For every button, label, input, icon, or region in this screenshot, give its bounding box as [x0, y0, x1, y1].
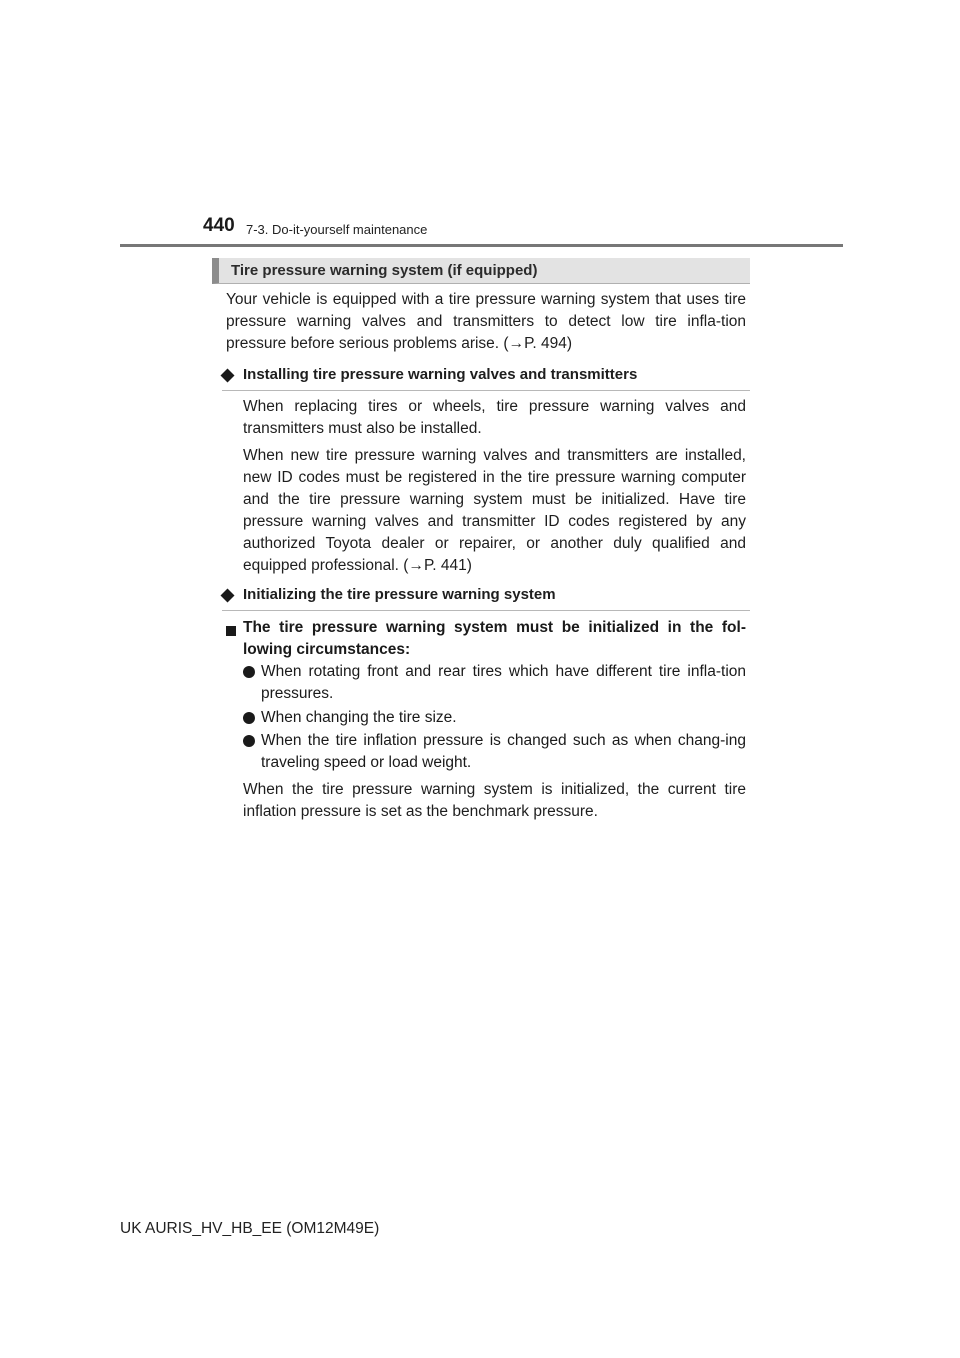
bullet-dot-icon: [243, 735, 255, 747]
paragraph-text: When the tire pressure warning system is initialized, the current tire inflation pressure is set as the benchmark pressure.: [243, 781, 746, 820]
document-footer: UK AURIS_HV_HB_EE (OM12M49E): [120, 1220, 380, 1237]
intro-text: Your vehicle is equipped with a tire pressure warning system that uses tire pressure warning valves and transmitters to detect low tire infla-tion pressure before serious problems arise. (→P. 494): [226, 291, 746, 352]
bullet-dot-icon: [243, 712, 255, 724]
subheading-text: Installing tire pressure warning valves and transmitters: [243, 366, 638, 383]
condition-title: The tire pressure warning system must be initialized in the fol-lowing circumstances:: [243, 619, 746, 658]
section-title: Tire pressure warning system (if equipped): [231, 262, 538, 279]
paragraph-text: When replacing tires or wheels, tire pressure warning valves and transmitters must also be installed.: [243, 398, 746, 437]
diamond-bullet-icon: [220, 368, 234, 382]
subheading-installing: [222, 366, 750, 391]
list-item-text: When the tire inflation pressure is changed such as when chang-ing traveling speed or load weight.: [261, 732, 746, 771]
page-number: 440: [203, 215, 235, 236]
header-divider: [120, 244, 843, 247]
benchmark-note: [243, 779, 746, 823]
list-item: [243, 661, 746, 705]
installing-paragraph-2: [243, 445, 746, 577]
list-item: [243, 730, 746, 774]
installing-paragraph-1: [243, 396, 746, 440]
list-item: [243, 707, 746, 729]
list-item-text: When rotating front and rear tires which have different tire infla-tion pressures.: [261, 663, 746, 702]
list-item-text: When changing the tire size.: [261, 709, 457, 726]
section-label: 7-3. Do-it-yourself maintenance: [246, 222, 428, 237]
subheading-text: Initializing the tire pressure warning system: [243, 586, 556, 603]
subheading-initializing: [222, 586, 750, 611]
square-bullet-icon: [226, 626, 236, 636]
section-title-bar: [212, 258, 750, 284]
intro-paragraph: [226, 289, 746, 355]
diamond-bullet-icon: [220, 588, 234, 602]
paragraph-text: When new tire pressure warning valves and transmitters are installed, new ID codes must be registered in the tire pressure warning computer and the tire pressure warning system must be initialized. Have tire pressure warning valves and transmitter ID codes registered by any authorized Toyota dealer or repairer, or another duly qualified and equipped professional. (→P. 441): [243, 447, 746, 574]
bullet-dot-icon: [243, 666, 255, 678]
